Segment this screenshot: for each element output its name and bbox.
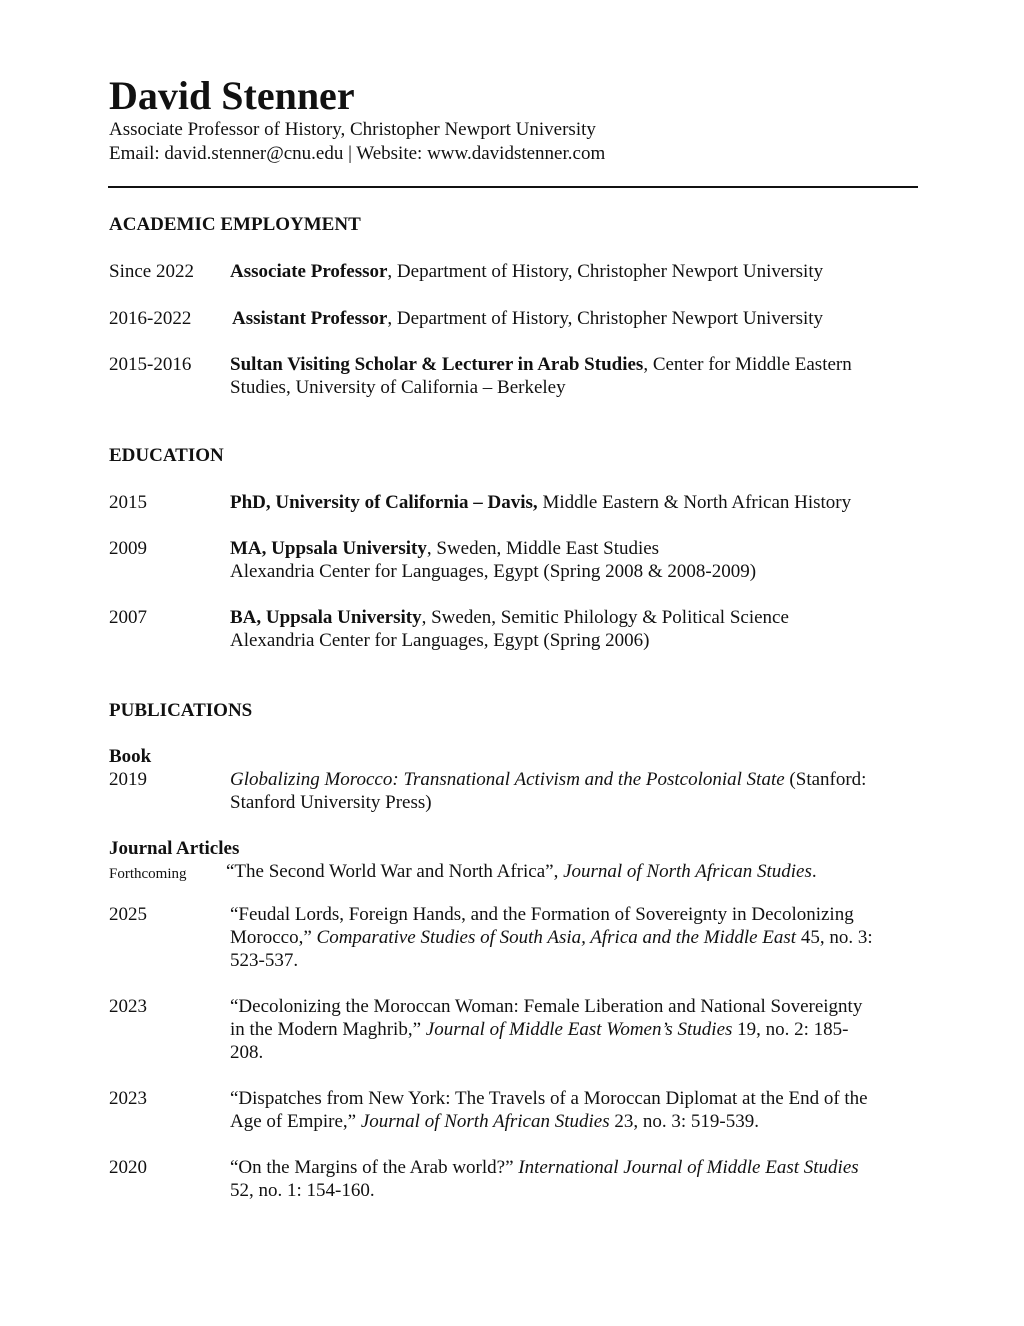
- entry-degree: PhD, University of California – Davis,: [230, 492, 538, 513]
- education-entry: [109, 606, 919, 686]
- entry-role: Associate Professor: [230, 261, 388, 282]
- education-entry: [109, 537, 919, 617]
- entry-text: [230, 1087, 915, 1133]
- cv-title-line: Associate Professor of History, Christopher Newport University: [109, 119, 596, 140]
- entry-detail: , Sweden, Middle East Studies: [426, 538, 660, 559]
- entry-text: [226, 860, 911, 883]
- cv-name: David Stenner: [109, 73, 355, 118]
- entry-pages: 52, no. 1: 154-160.: [230, 1180, 375, 1201]
- article-title: “Feudal Lords, Foreign Hands, and the Formation of Sovereignty in Decolonizing: [230, 904, 854, 925]
- entry-year: 2020: [109, 1157, 147, 1178]
- entry-detail: , Center for Middle Eastern: [643, 354, 852, 375]
- entry-detail-line2: Alexandria Center for Languages, Egypt (Spring 2008 & 2008-2009): [230, 561, 757, 582]
- entry-detail-line2: Alexandria Center for Languages, Egypt (Spring 2006): [230, 630, 650, 651]
- cv-contact-line: Email: david.stenner@cnu.edu | Website: www.davidstenner.com: [109, 143, 606, 164]
- entry-detail-line2: Stanford University Press): [230, 792, 432, 813]
- entry-text: [230, 606, 915, 652]
- entry-text: [232, 307, 917, 330]
- entry-degree: MA, Uppsala University: [230, 538, 427, 559]
- subheading-book: Book: [109, 746, 152, 767]
- entry-detail: 23, no. 3: 519-539.: [609, 1111, 759, 1132]
- book-title: Globalizing Morocco: Transnational Activism and the Postcolonial State: [230, 769, 785, 790]
- entry-detail: , Department of History, Christopher Newport University: [387, 308, 824, 329]
- entry-degree: BA, Uppsala University: [230, 607, 422, 628]
- entry-role: Sultan Visiting Scholar & Lecturer in Arab Studies: [230, 354, 644, 375]
- entry-text: [230, 260, 915, 283]
- entry-year: 2009: [109, 538, 147, 559]
- section-heading-education: EDUCATION: [109, 445, 224, 466]
- article-title: “On the Margins of the Arab world?”: [230, 1157, 519, 1178]
- article-title: “Dispatches from New York: The Travels of a Moroccan Diplomat at the End of the: [230, 1088, 868, 1109]
- article-entry: [109, 1156, 919, 1236]
- entry-pages: 208.: [230, 1042, 264, 1063]
- article-title: “The Second World War and North Africa”,: [226, 861, 564, 882]
- entry-text: [230, 353, 915, 399]
- entry-text: [230, 768, 915, 814]
- entry-detail: 19, no. 2: 185-: [732, 1019, 849, 1040]
- article-entry: [109, 995, 919, 1075]
- entry-detail: 45, no. 3:: [796, 927, 873, 948]
- journal-name: Journal of Middle East Women’s Studies: [425, 1019, 733, 1040]
- section-heading-publications: PUBLICATIONS: [109, 700, 253, 721]
- entry-year: Forthcoming: [109, 866, 187, 882]
- article-title: “Decolonizing the Moroccan Woman: Female Liberation and National Sovereignty: [230, 996, 863, 1017]
- entry-year: 2023: [109, 1088, 147, 1109]
- entry-detail: , Sweden, Semitic Philology & Political Science: [421, 607, 789, 628]
- header-divider: [108, 186, 918, 188]
- article-entry: [109, 903, 919, 983]
- entry-pages: 523-537.: [230, 950, 299, 971]
- entry-detail: (Stanford:: [784, 769, 867, 790]
- entry-detail-line2: Studies, University of California – Berkeley: [230, 377, 566, 398]
- entry-year: 2015-2016: [109, 354, 192, 375]
- journal-name: International Journal of Middle East Studies: [518, 1157, 859, 1178]
- entry-detail: , Department of History, Christopher Newport University: [387, 261, 824, 282]
- entry-detail: .: [811, 861, 817, 882]
- entry-role: Assistant Professor: [232, 308, 388, 329]
- journal-name: Journal of North African Studies: [360, 1111, 610, 1132]
- section-heading-employment: ACADEMIC EMPLOYMENT: [109, 214, 361, 235]
- entry-year: 2016-2022: [109, 308, 192, 329]
- entry-text: [230, 903, 915, 972]
- employment-entry: [109, 353, 919, 433]
- article-title-cont: Morocco,”: [230, 927, 317, 948]
- journal-name: Journal of North African Studies: [563, 861, 812, 882]
- journal-name: Comparative Studies of South Asia, Africa and the Middle East: [316, 927, 797, 948]
- entry-year: Since 2022: [109, 261, 194, 282]
- entry-year: 2025: [109, 904, 147, 925]
- article-title-cont: in the Modern Maghrib,”: [230, 1019, 426, 1040]
- book-entry: [109, 768, 919, 848]
- entry-text: [230, 995, 915, 1064]
- entry-text: [230, 537, 915, 583]
- subheading-journal-articles: Journal Articles: [109, 838, 240, 859]
- entry-year: 2015: [109, 492, 147, 513]
- entry-year: 2023: [109, 996, 147, 1017]
- entry-text: [230, 1156, 915, 1202]
- entry-detail: Middle Eastern & North African History: [537, 492, 852, 513]
- article-title-cont: Age of Empire,”: [230, 1111, 361, 1132]
- entry-year: 2007: [109, 607, 147, 628]
- entry-text: [230, 491, 915, 514]
- article-entry: [109, 1087, 919, 1167]
- entry-year: 2019: [109, 769, 147, 790]
